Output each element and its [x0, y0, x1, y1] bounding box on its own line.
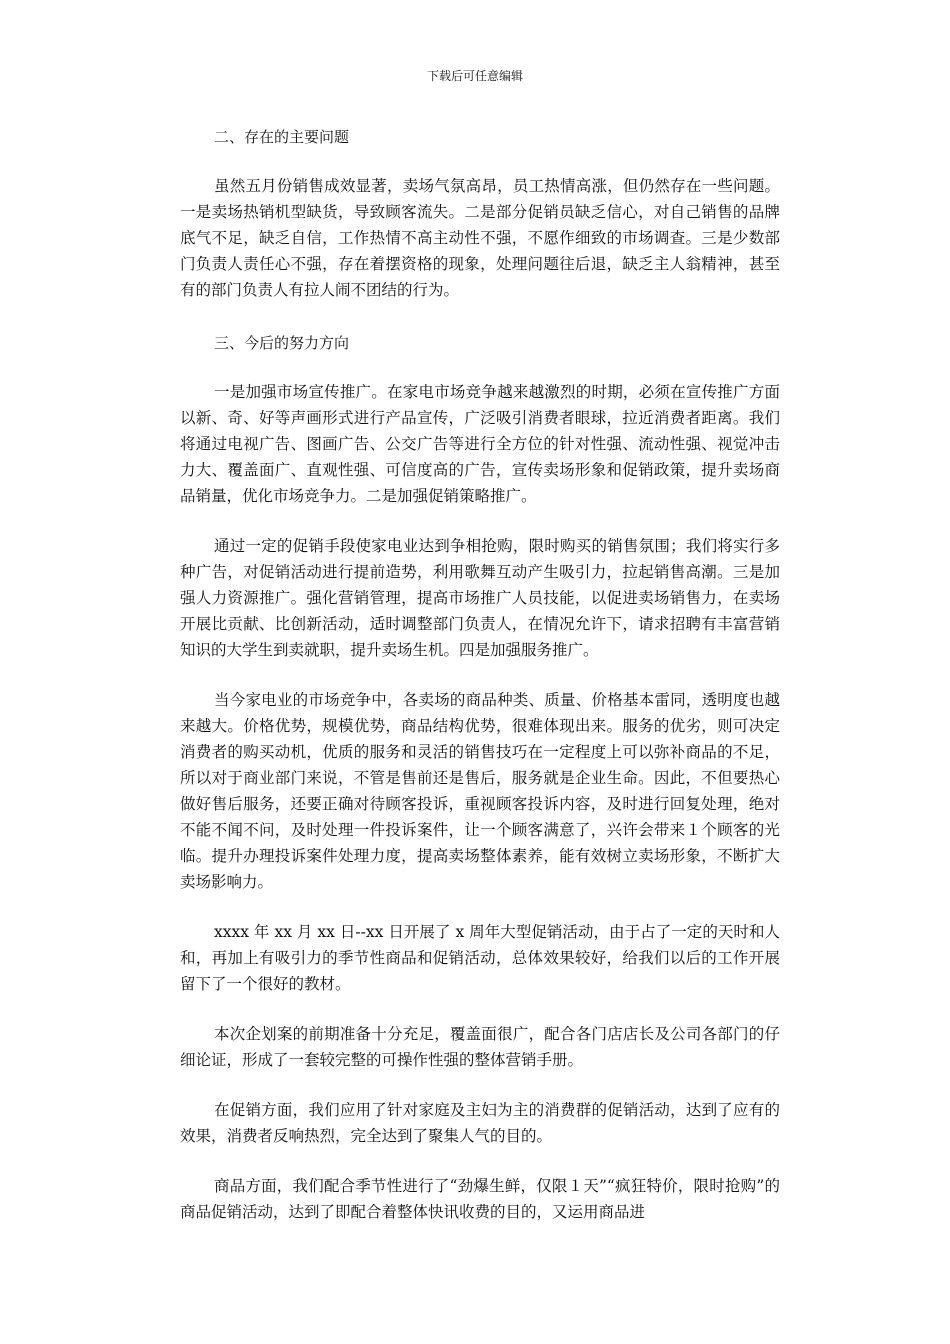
paragraph-promotion-strategy: 通过一定的促销手段使家电业达到争相抢购，限时购买的销售氛围；我们将实行多种广告，对促销活动进行提前造势，利用歌舞互动产生吸引力，拉起销售高潮。三是加强人力资源推广。强化营销管理，提高市场推广人员技能，以促进卖场销售力，在卖场开展比贡献、比创新活动，适时调整部门负责人，在情况允许下，请求招聘有丰富营销知识的大学生到卖就职，提升卖场生机。四是加强服务推广。: [180, 537, 780, 659]
paragraph-promotion-effect: 在促销方面，我们应用了针对家庭及主妇为主的消费群的促销活动，达到了应有的效果，消费者反响热烈，完全达到了聚集人气的目的。: [180, 1101, 780, 1145]
paragraph-anniversary-event: xxxx 年 xx 月 xx 日--xx 日开展了 x 周年大型促销活动，由于占了一定的天时和人和，再加上有吸引力的季节性商品和促销活动，总体效果较好，给我们以后的工作开展留下了一个很好的教材。: [180, 923, 780, 993]
paragraph-problems: 虽然五月份销售成效显著，卖场气氛高昂，员工热情高涨，但仍然存在一些问题。一是卖场热销机型缺货，导致顾客流失。二是部分促销员缺乏信心，对自己销售的品牌底气不足，缺乏自信，工作热情不高主动性不强，不愿作细致的市场调查。三是少数部门负责人责任心不强，存在着摆资格的现象，处理问题往后退，缺乏主人翁精神，甚至有的部门负责人有拉人闹不团结的行为。: [180, 177, 780, 299]
document-body: [180, 121, 780, 1225]
paragraph-planning: 本次企划案的前期准备十分充足，覆盖面很广，配合各门店店长及公司各部门的仔细论证，形成了一套较完整的可操作性强的整体营销手册。: [180, 1025, 780, 1069]
section-heading-future-direction: 三、今后的努力方向: [214, 334, 350, 352]
page-header-note: 下载后可任意编辑: [426, 69, 523, 83]
paragraph-service: 当今家电业的市场竞争中，各卖场的商品种类、质量、价格基本雷同，透明度也越来越大。价格优势，规模优势，商品结构优势，很难体现出来。服务的优劣，则可决定消费者的购买动机，优质的服务和灵活的销售技巧在一定程度上可以弥补商品的不足，所以对于商业部门来说，不管是售前还是售后，服务就是企业生命。因此，不但要热心做好售后服务，还要正确对待顾客投诉，重视顾客投诉内容，及时进行回复处理，绝对不能不闻不问，及时处理一件投诉案件，让一个顾客满意了，兴许会带来１个顾客的光临。提升办理投诉案件处理力度，提高卖场整体素养，能有效树立卖场形象，不断扩大卖场影响力。: [180, 691, 780, 891]
paragraph-merchandise: 商品方面，我们配合季节性进行了“劲爆生鲜，仅限１天”“疯狂特价，限时抢购”的商品促销活动，达到了即配合着整体快讯收费的目的，又运用商品进: [180, 1177, 780, 1221]
paragraph-promotion-marketing: 一是加强市场宣传推广。在家电市场竞争越来越激烈的时期，必须在宣传推广方面以新、奇、好等声画形式进行产品宣传，广泛吸引消费者眼球，拉近消费者距离。我们将通过电视广告、图画广告、公交广告等进行全方位的针对性强、流动性强、视觉冲击力大、覆盖面广、直观性强、可信度高的广告，宣传卖场形象和促销政策，提升卖场商品销量，优化市场竞争力。二是加强促销策略推广。: [180, 383, 780, 505]
section-heading-problems: 二、存在的主要问题: [214, 128, 350, 146]
